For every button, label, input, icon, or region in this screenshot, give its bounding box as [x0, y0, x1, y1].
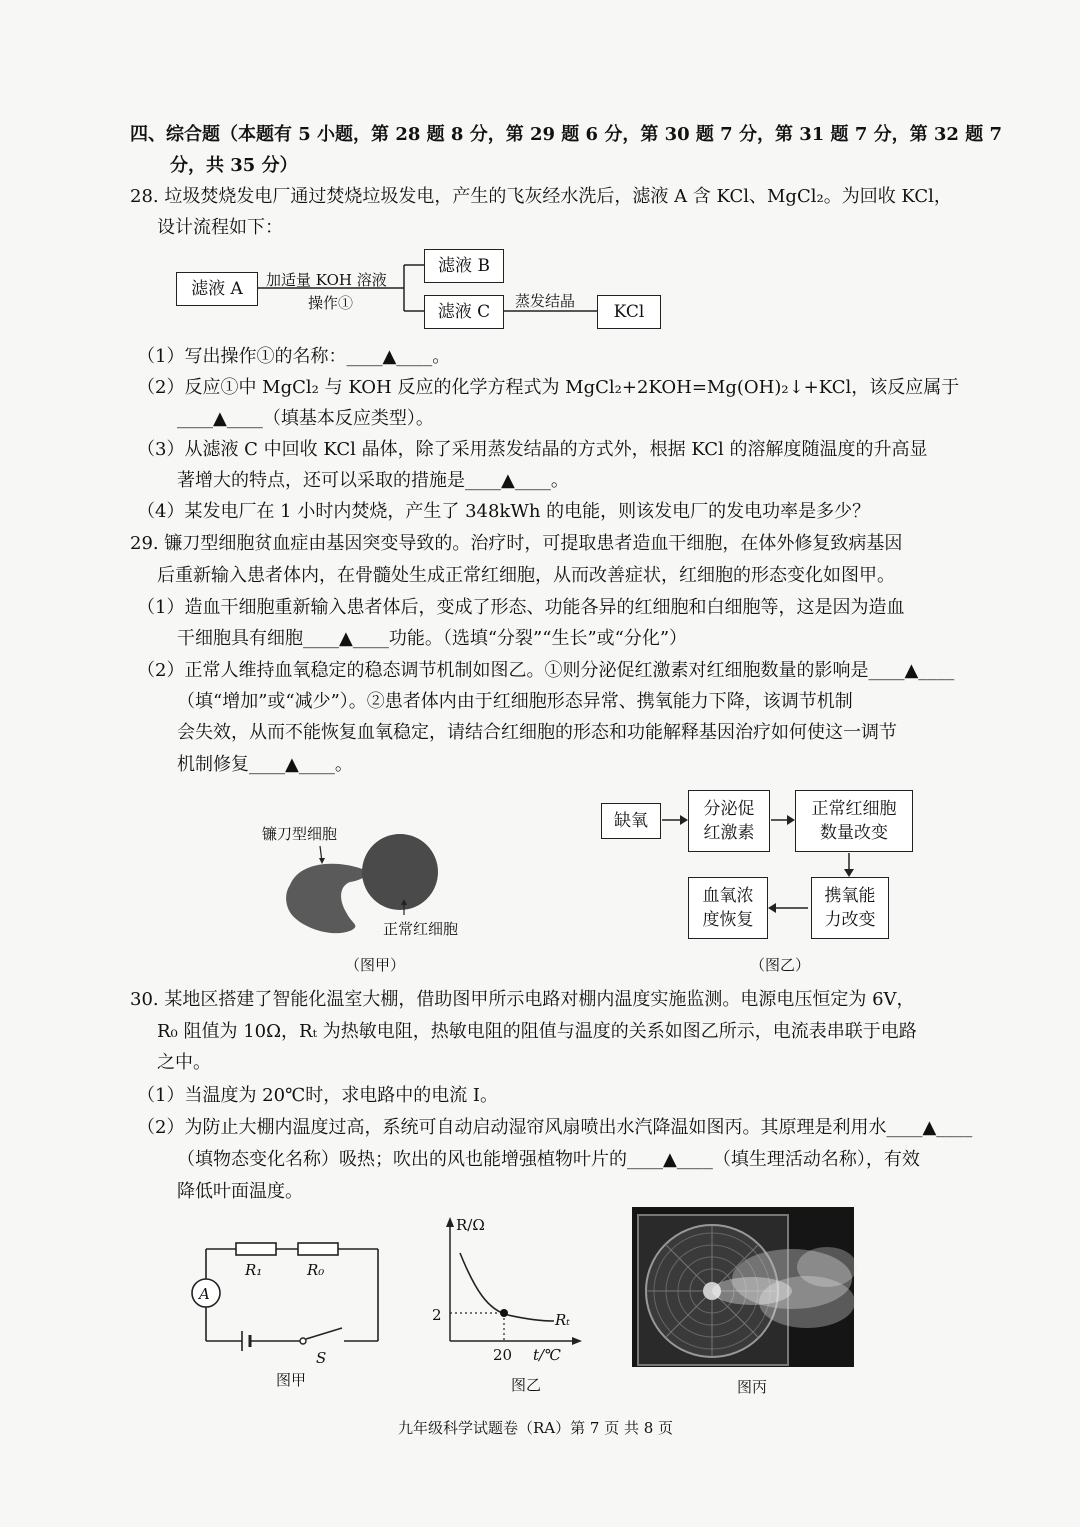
fig-a-caption-q30: 图甲: [276, 1371, 307, 1389]
fig-a-caption: （图甲）: [345, 956, 406, 974]
graph-curve-label: Rₜ: [555, 1311, 570, 1329]
q29-part2-cont1: （填“增加”或“减少”）。②患者体内由于红细胞形态异常、携氧能力下降，该调节机制: [177, 691, 853, 712]
fan-photo: [632, 1207, 854, 1367]
flow-product: KCl: [597, 295, 661, 329]
fig-c-caption: 图丙: [737, 1378, 768, 1396]
q28-part3: （3）从滤液 C 中回收 KCl 晶体，除了采用蒸发结晶的方式外，根据 KCl 的溶解度随温度的升高显: [137, 439, 928, 460]
flow-filtrate-b: 滤液 B: [424, 249, 504, 283]
flow-step1-bottom: 操作①: [308, 294, 354, 312]
switch-label: S: [316, 1349, 327, 1367]
q30-part2-cont1: （填物态变化名称）吸热；吹出的风也能增强植物叶片的____▲____（填生理活动名称），有效: [177, 1149, 920, 1170]
q28-intro: 28. 垃圾焚烧发电厂通过焚烧垃圾发电，产生的飞灰经水洗后，滤液 A 含 KCl、MgCl₂。为回收 KCl，: [130, 186, 952, 207]
graph-ylabel: R/Ω: [456, 1216, 485, 1234]
normal-cell-label: 正常红细胞: [383, 920, 459, 938]
flow-filtrate-a: 滤液 A: [176, 272, 258, 306]
page-footer: 九年级科学试题卷（RA）第 7 页 共 8 页: [398, 1419, 674, 1437]
section-heading-cont: 分，共 35 分）: [170, 155, 298, 176]
q29-intro: 29. 镰刀型细胞贫血症由基因突变导致的。治疗时，可提取患者造血干细胞，在体外修复致病基因: [130, 533, 903, 554]
q29-part1-cont: 干细胞具有细胞____▲____功能。（选填“分裂”“生长”或“分化”）: [177, 628, 688, 649]
q30-part2: （2）为防止大棚内温度过高，系统可自动启动湿帘风扇喷出水汽降温如图丙。其原理是利用水____▲____: [137, 1117, 973, 1138]
oxygen-capacity-line2: 力改变: [824, 910, 876, 930]
section-heading: 四、综合题（本题有 5 小题，第 28 题 8 分，第 29 题 6 分，第 30 题 7 分，第 31 题 7 分，第 32 题 7: [130, 124, 1002, 145]
blood-oxygen-line2: 度恢复: [702, 910, 754, 930]
secrete-line1: 分泌促: [703, 799, 755, 819]
fig-b-caption-q30: 图乙: [511, 1376, 542, 1394]
q28-part4: （4）某发电厂在 1 小时内焚烧，产生了 348kWh 的电能，则该发电厂的发电功率是多少？: [137, 501, 871, 522]
q30-intro-cont2: 之中。: [157, 1052, 211, 1073]
q28-intro-cont: 设计流程如下：: [157, 217, 283, 238]
fig-b-caption: （图乙）: [750, 956, 811, 974]
q29-intro-cont: 后重新输入患者体内，在骨髓处生成正常红细胞，从而改善症状，红细胞的形态变化如图甲。: [157, 565, 895, 586]
ammeter-label: A: [199, 1285, 210, 1303]
hypoxia-box: 缺氧: [601, 803, 661, 839]
q29-part2-cont3: 机制修复____▲____。: [177, 754, 353, 775]
flow-step1-top: 加适量 KOH 溶液: [266, 271, 387, 289]
q30-part2-cont2: 降低叶面温度。: [177, 1181, 303, 1202]
q29-part2: （2）正常人维持血氧稳定的稳态调节机制如图乙。①则分泌促红激素对红细胞数量的影响是____▲____: [137, 660, 955, 681]
resistance-temperature-graph: [430, 1215, 590, 1355]
q30-intro-cont1: R₀ 阻值为 10Ω，Rₜ 为热敏电阻，热敏电阻的阻值与温度的关系如图乙所示，电流表串联于电路: [157, 1021, 917, 1042]
r0-label: R₀: [307, 1261, 325, 1279]
graph-xlabel: t/℃: [533, 1346, 561, 1364]
q28-part1: （1）写出操作①的名称：____▲____。: [137, 346, 451, 367]
q29-part2-cont2: 会失效，从而不能恢复血氧稳定，请结合红细胞的形态和功能解释基因治疗如何使这一调节: [177, 722, 897, 743]
graph-y-mark: 2: [432, 1306, 442, 1324]
secrete-line2: 红激素: [703, 823, 755, 843]
sickle-cell-label: 镰刀型细胞: [262, 825, 338, 843]
q28-part2: （2）反应①中 MgCl₂ 与 KOH 反应的化学方程式为 MgCl₂+2KOH=Mg(OH)₂↓+KCl，该反应属于: [137, 377, 960, 398]
blood-oxygen-line1: 血氧浓: [702, 886, 754, 906]
flow-filtrate-c: 滤液 C: [424, 295, 504, 329]
q30-intro: 30. 某地区搭建了智能化温室大棚，借助图甲所示电路对棚内温度实施监测。电源电压恒定为 6V，: [130, 989, 915, 1010]
circuit-diagram: [180, 1235, 390, 1355]
rbc-count-line2: 数量改变: [820, 823, 888, 843]
q28-part2-cont: ____▲____（填基本反应类型）。: [177, 408, 434, 429]
graph-x-mark: 20: [493, 1346, 513, 1364]
q30-part1: （1）当温度为 20℃时，求电路中的电流 I。: [137, 1085, 499, 1106]
q28-part3-cont: 著增大的特点，还可以采取的措施是____▲____。: [177, 470, 569, 491]
q29-part1: （1）造血干细胞重新输入患者体后，变成了形态、功能各异的红细胞和白细胞等，这是因为造血: [137, 597, 905, 618]
rbc-count-line1: 正常红细胞: [811, 799, 897, 819]
oxygen-capacity-line1: 携氧能: [824, 886, 876, 906]
r1-label: R₁: [245, 1261, 263, 1279]
flow-step2: 蒸发结晶: [515, 292, 576, 310]
